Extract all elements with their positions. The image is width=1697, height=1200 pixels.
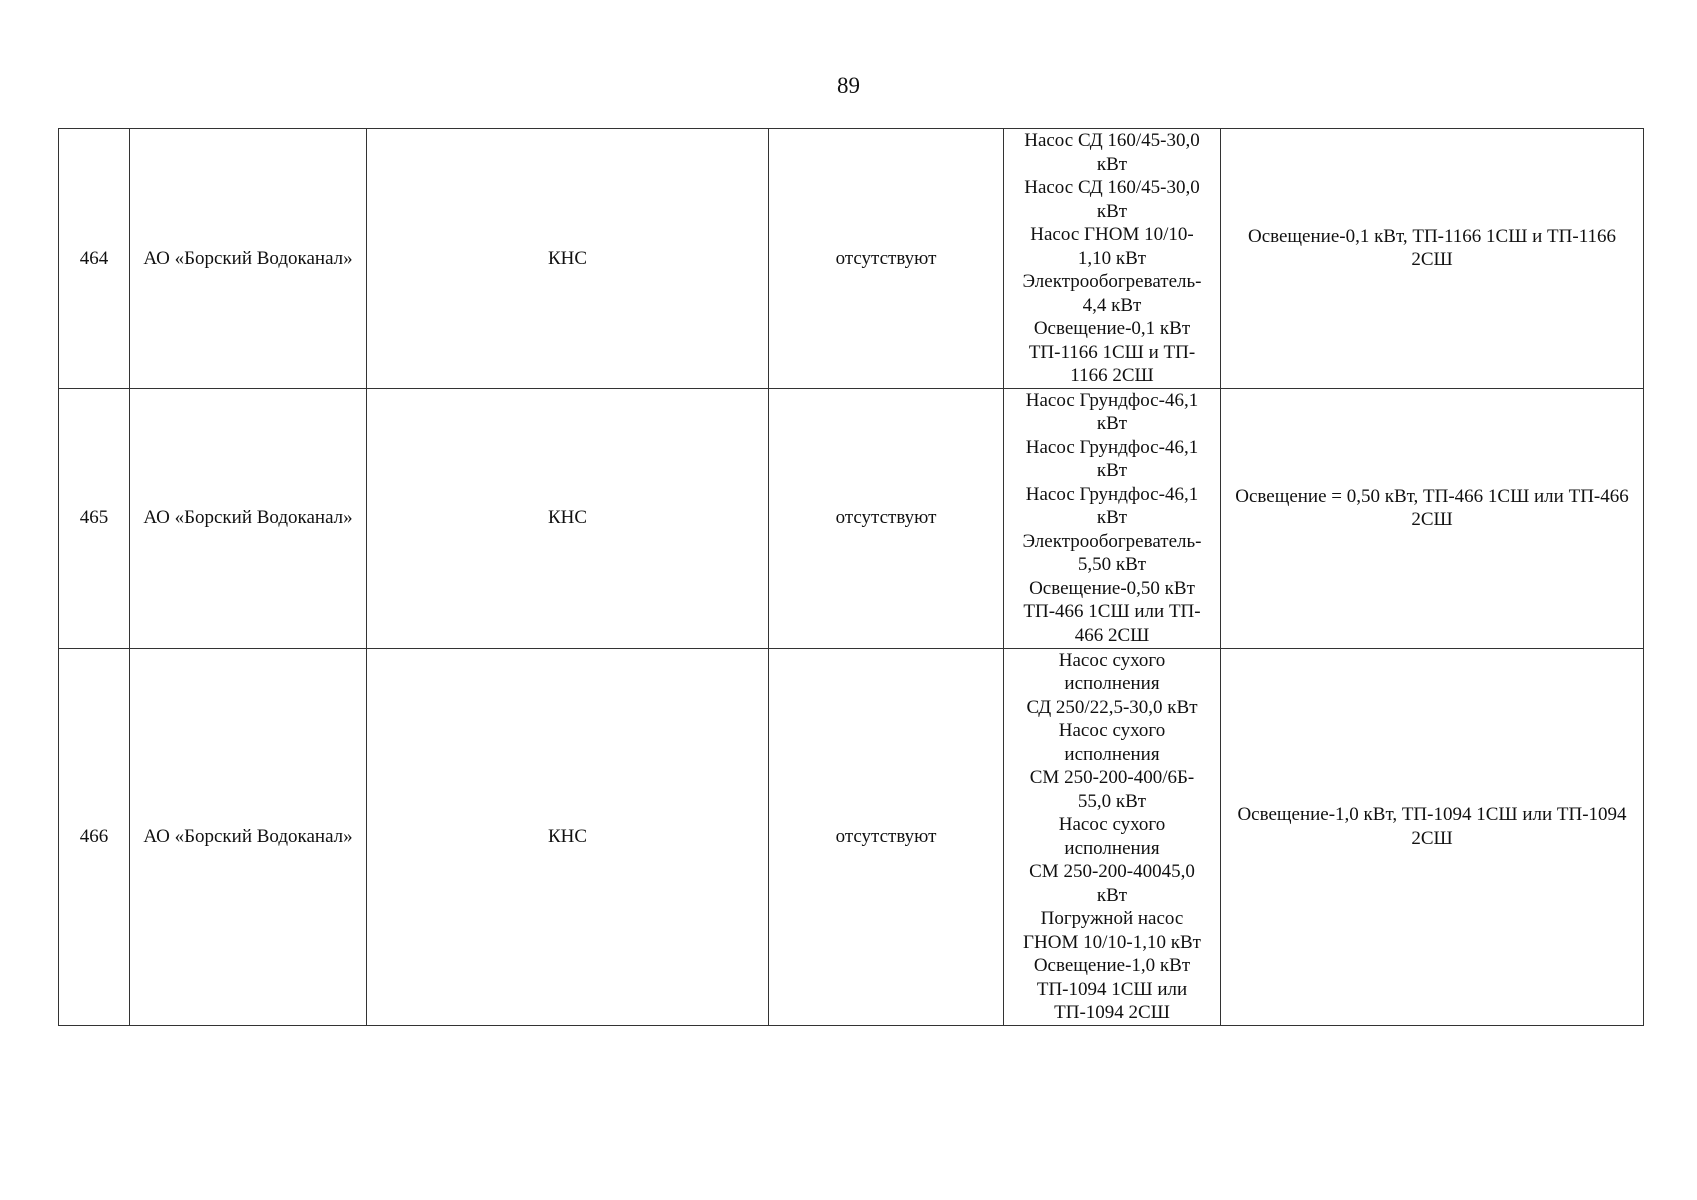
equipment-line: ТП-1166 1СШ и ТП- xyxy=(1028,341,1196,363)
object-cell: КНС xyxy=(367,129,769,389)
equipment-line: ТП-466 1СШ или ТП- xyxy=(1023,601,1201,623)
equipment-line: 1,10 кВт xyxy=(1077,247,1147,269)
equipment-line: Освещение-1,0 кВт xyxy=(1033,955,1191,976)
owner-cell: АО «Борский Водоканал» xyxy=(130,388,367,648)
equipment-cell xyxy=(1004,129,1221,389)
lighting-cell: Освещение-1,0 кВт, ТП-1094 1СШ или ТП-1094 2СШ xyxy=(1221,648,1644,1025)
equipment-cell xyxy=(1004,648,1221,1025)
owner-cell: АО «Борский Водоканал» xyxy=(130,129,367,389)
equipment-line: ТП-1094 2СШ xyxy=(1054,1002,1170,1023)
equipment-line: СМ 250-200-40045,0 xyxy=(1029,861,1195,882)
equipment-line: Насос СД 160/45-30,0 xyxy=(1024,130,1200,151)
equipment-line: 5,50 кВт xyxy=(1077,554,1147,576)
equipment-line: Освещение-0,1 кВт xyxy=(1033,318,1191,339)
equipment-line: кВт xyxy=(1096,507,1128,529)
table-row xyxy=(59,129,1644,389)
object-cell: КНС xyxy=(367,388,769,648)
equipment-line: кВт xyxy=(1096,413,1128,435)
equipment-line: исполнения xyxy=(1064,673,1160,694)
equipment-line: Насос СД 160/45-30,0 xyxy=(1024,177,1200,198)
equipment-line: 55,0 кВт xyxy=(1077,790,1147,812)
equipment-line: кВт xyxy=(1096,153,1128,175)
equipment-line: Насос ГНОМ 10/10- xyxy=(1030,224,1194,245)
table-row xyxy=(59,648,1644,1025)
object-cell: КНС xyxy=(367,648,769,1025)
equipment-line: Электрообогреватель- xyxy=(1022,271,1202,292)
equipment-line: Насос Грундфос-46,1 xyxy=(1025,436,1199,458)
owner-cell: АО «Борский Водоканал» xyxy=(130,648,367,1025)
equipment-line: Электрообогреватель- xyxy=(1022,530,1202,552)
equipment-line: кВт xyxy=(1096,200,1128,222)
equipment-line: Насос сухого xyxy=(1058,649,1166,671)
equipment-line: Погружной насос xyxy=(1040,908,1184,929)
lighting-cell: Освещение-0,1 кВт, ТП-1166 1СШ и ТП-1166 2СШ xyxy=(1221,129,1644,389)
equipment-line: 4,4 кВт xyxy=(1082,294,1142,316)
equipment-line: кВт xyxy=(1096,460,1128,482)
page-number: 89 xyxy=(837,73,860,98)
status-cell: отсутствуют xyxy=(769,129,1004,389)
status-cell: отсутствуют xyxy=(769,648,1004,1025)
equipment-line: исполнения xyxy=(1064,743,1160,765)
equipment-line: ТП-1094 1СШ или xyxy=(1036,978,1188,1000)
equipment-line: Насос Грундфос-46,1 xyxy=(1025,389,1199,411)
table-row xyxy=(59,388,1644,648)
equipment-line: Насос сухого xyxy=(1058,814,1166,835)
equipment-line: исполнения xyxy=(1064,837,1160,859)
lighting-cell: Освещение = 0,50 кВт, ТП-466 1СШ или ТП-466 2СШ xyxy=(1221,388,1644,648)
equipment-line: Освещение-0,50 кВт xyxy=(1029,577,1195,599)
data-table xyxy=(58,128,1644,1026)
equipment-line: СМ 250-200-400/6Б- xyxy=(1029,767,1195,788)
row-number-cell: 465 xyxy=(59,388,130,648)
equipment-line: кВт xyxy=(1096,884,1128,906)
status-cell: отсутствуют xyxy=(769,388,1004,648)
equipment-cell xyxy=(1004,388,1221,648)
equipment-line: Насос Грундфос-46,1 xyxy=(1025,483,1199,505)
equipment-line: 466 2СШ xyxy=(1074,624,1150,646)
row-number-cell: 464 xyxy=(59,129,130,389)
equipment-line: СД 250/22,5-30,0 кВт xyxy=(1026,696,1198,718)
equipment-line: 1166 2СШ xyxy=(1070,365,1154,386)
row-number-cell: 466 xyxy=(59,648,130,1025)
equipment-line: ГНОМ 10/10-1,10 кВт xyxy=(1023,931,1201,953)
equipment-line: Насос сухого xyxy=(1058,720,1166,741)
